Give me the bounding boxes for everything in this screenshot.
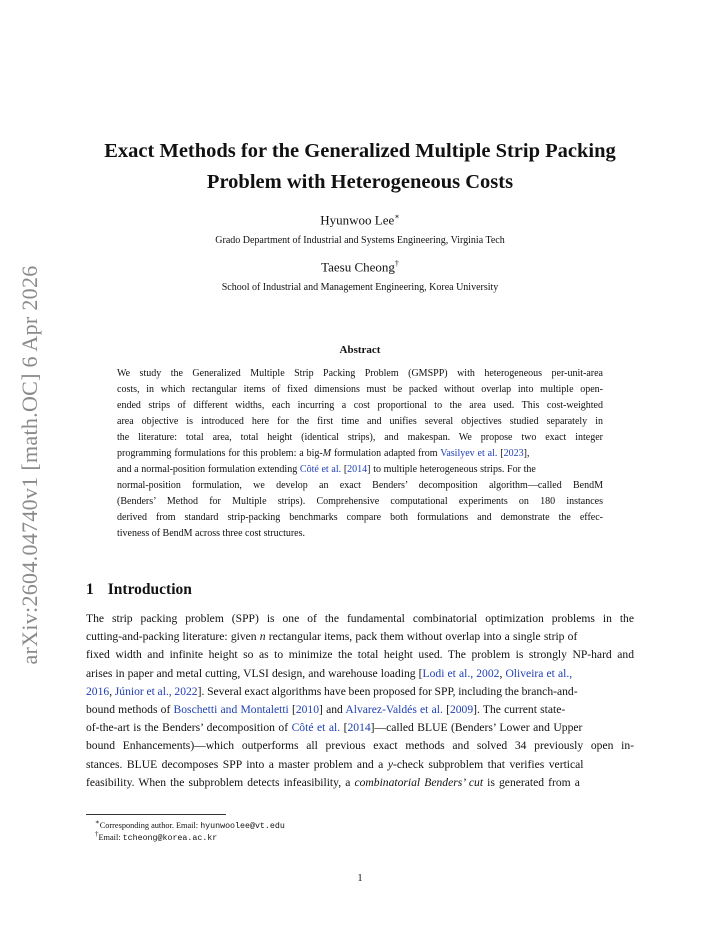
footnote: †Email: tcheong@korea.ac.kr bbox=[95, 831, 218, 843]
abstract-text: We study the Generalized Multiple Strip Packing Problem (GMSPP) with heterogeneous per-unit-area costs, in which rectangular items of fixed dimensions must be packed without overlap into multiple open- ended strips of different widths, each incurring a cost proportional to the area used. This cost-weighted area objective is introduced here for the first time and unifies several objectives studied separately in the literature: total area, total height (identical strips), and makespan. We propose two exact integer programming formulations for this problem: a big-M formulation adapted from Vasilyev et al. [2023], and a normal-position formulation extending Côté et al. [2014] to multiple heterogeneous strips. For the normal-position formulation, we develop an exact Benders’ decomposition algorithm—called BendM (Benders’ Method for Multiple strips). Comprehensive computational experiments on 180 instances derived from standard strip-packing benchmarks compare both formulations and demonstrate the effec- tiveness of BendM across three cost structures. bbox=[117, 368, 603, 539]
citation-link[interactable]: 2014 bbox=[347, 721, 371, 735]
author-affiliation: Grado Department of Industrial and Systems Engineering, Virginia Tech bbox=[215, 235, 505, 246]
citation-link[interactable]: Lodi et al., 2002 bbox=[422, 666, 500, 680]
section-heading: 1 Introduction bbox=[86, 581, 192, 598]
page-number: 1 bbox=[357, 873, 363, 884]
arxiv-side-stamp: arXiv:2604.04740v1 [math.OC] 6 Apr 2026 bbox=[17, 265, 42, 665]
citation-link[interactable]: Alvarez-Valdés et al. bbox=[345, 703, 443, 717]
abstract-heading: Abstract bbox=[339, 344, 381, 356]
citation-link[interactable]: Boschetti and Montaletti bbox=[173, 703, 289, 717]
citation-link[interactable]: 2023 bbox=[503, 448, 524, 459]
author-name: Taesu Cheong† bbox=[321, 259, 399, 275]
title-line: Problem with Heterogeneous Costs bbox=[206, 171, 514, 193]
author-name: Hyunwoo Lee∗ bbox=[320, 212, 400, 228]
paper-title bbox=[60, 136, 660, 198]
email-address: tcheong@korea.ac.kr bbox=[122, 833, 218, 843]
body-text: The strip packing problem (SPP) is one of the fundamental combinatorial optimization problems in the cutting-and-packing literature: given n rectangular items, pack them without overlap into a single strip of fixed width and infinite height so as to minimize the total height used. The problem is strongly NP-hard and arises in paper and metal cutting, VLSI design, and warehouse loading [Lodi et al., 2002, Oliveira et al., 2016, Júnior et al., 2022]. Several exact algorithms have been proposed for SPP, including the branch-and- bound methods of Boschetti and Montaletti [2010] and Alvarez-Valdés et al. [2009]. The current state- of-the-art is the Benders’ decomposition of Côté et al. [2014]—called BLUE (Benders’ Lower and Upper bound Enhancements)—which outperforms all previous exact methods and solved 34 previously open in- stances. BLUE decomposes SPP into a master problem and a y-check subproblem that verifies vertical feasibility. When the subproblem detects infeasibility, a combinatorial Benders’ cut is generated from a bbox=[86, 612, 634, 789]
footnote-mark: † bbox=[394, 259, 399, 268]
citation-link[interactable]: Júnior et al., 2022 bbox=[114, 684, 198, 698]
citation-link[interactable]: 2010 bbox=[295, 703, 320, 717]
citation-link[interactable]: 2009 bbox=[449, 703, 474, 717]
citation-link[interactable]: Côté et al. bbox=[291, 721, 341, 735]
title-line: Exact Methods for the Generalized Multiple Strip Packing bbox=[104, 140, 616, 162]
email-address: hyunwoolee@vt.edu bbox=[200, 821, 285, 831]
citation-link[interactable]: 2016 bbox=[86, 684, 110, 698]
citation-link[interactable]: 2014 bbox=[347, 464, 368, 475]
footnote: ∗Corresponding author. Email: hyunwoolee@vt.edu bbox=[95, 819, 285, 831]
citation-link[interactable]: Vasilyev et al. bbox=[440, 448, 498, 459]
footnote-rule bbox=[86, 814, 226, 815]
author-affiliation: School of Industrial and Management Engineering, Korea University bbox=[221, 282, 499, 293]
footnote-mark: ∗ bbox=[394, 212, 400, 221]
citation-link[interactable]: Oliveira et al., bbox=[505, 666, 573, 680]
citation-link[interactable]: Côté et al. bbox=[299, 464, 342, 475]
